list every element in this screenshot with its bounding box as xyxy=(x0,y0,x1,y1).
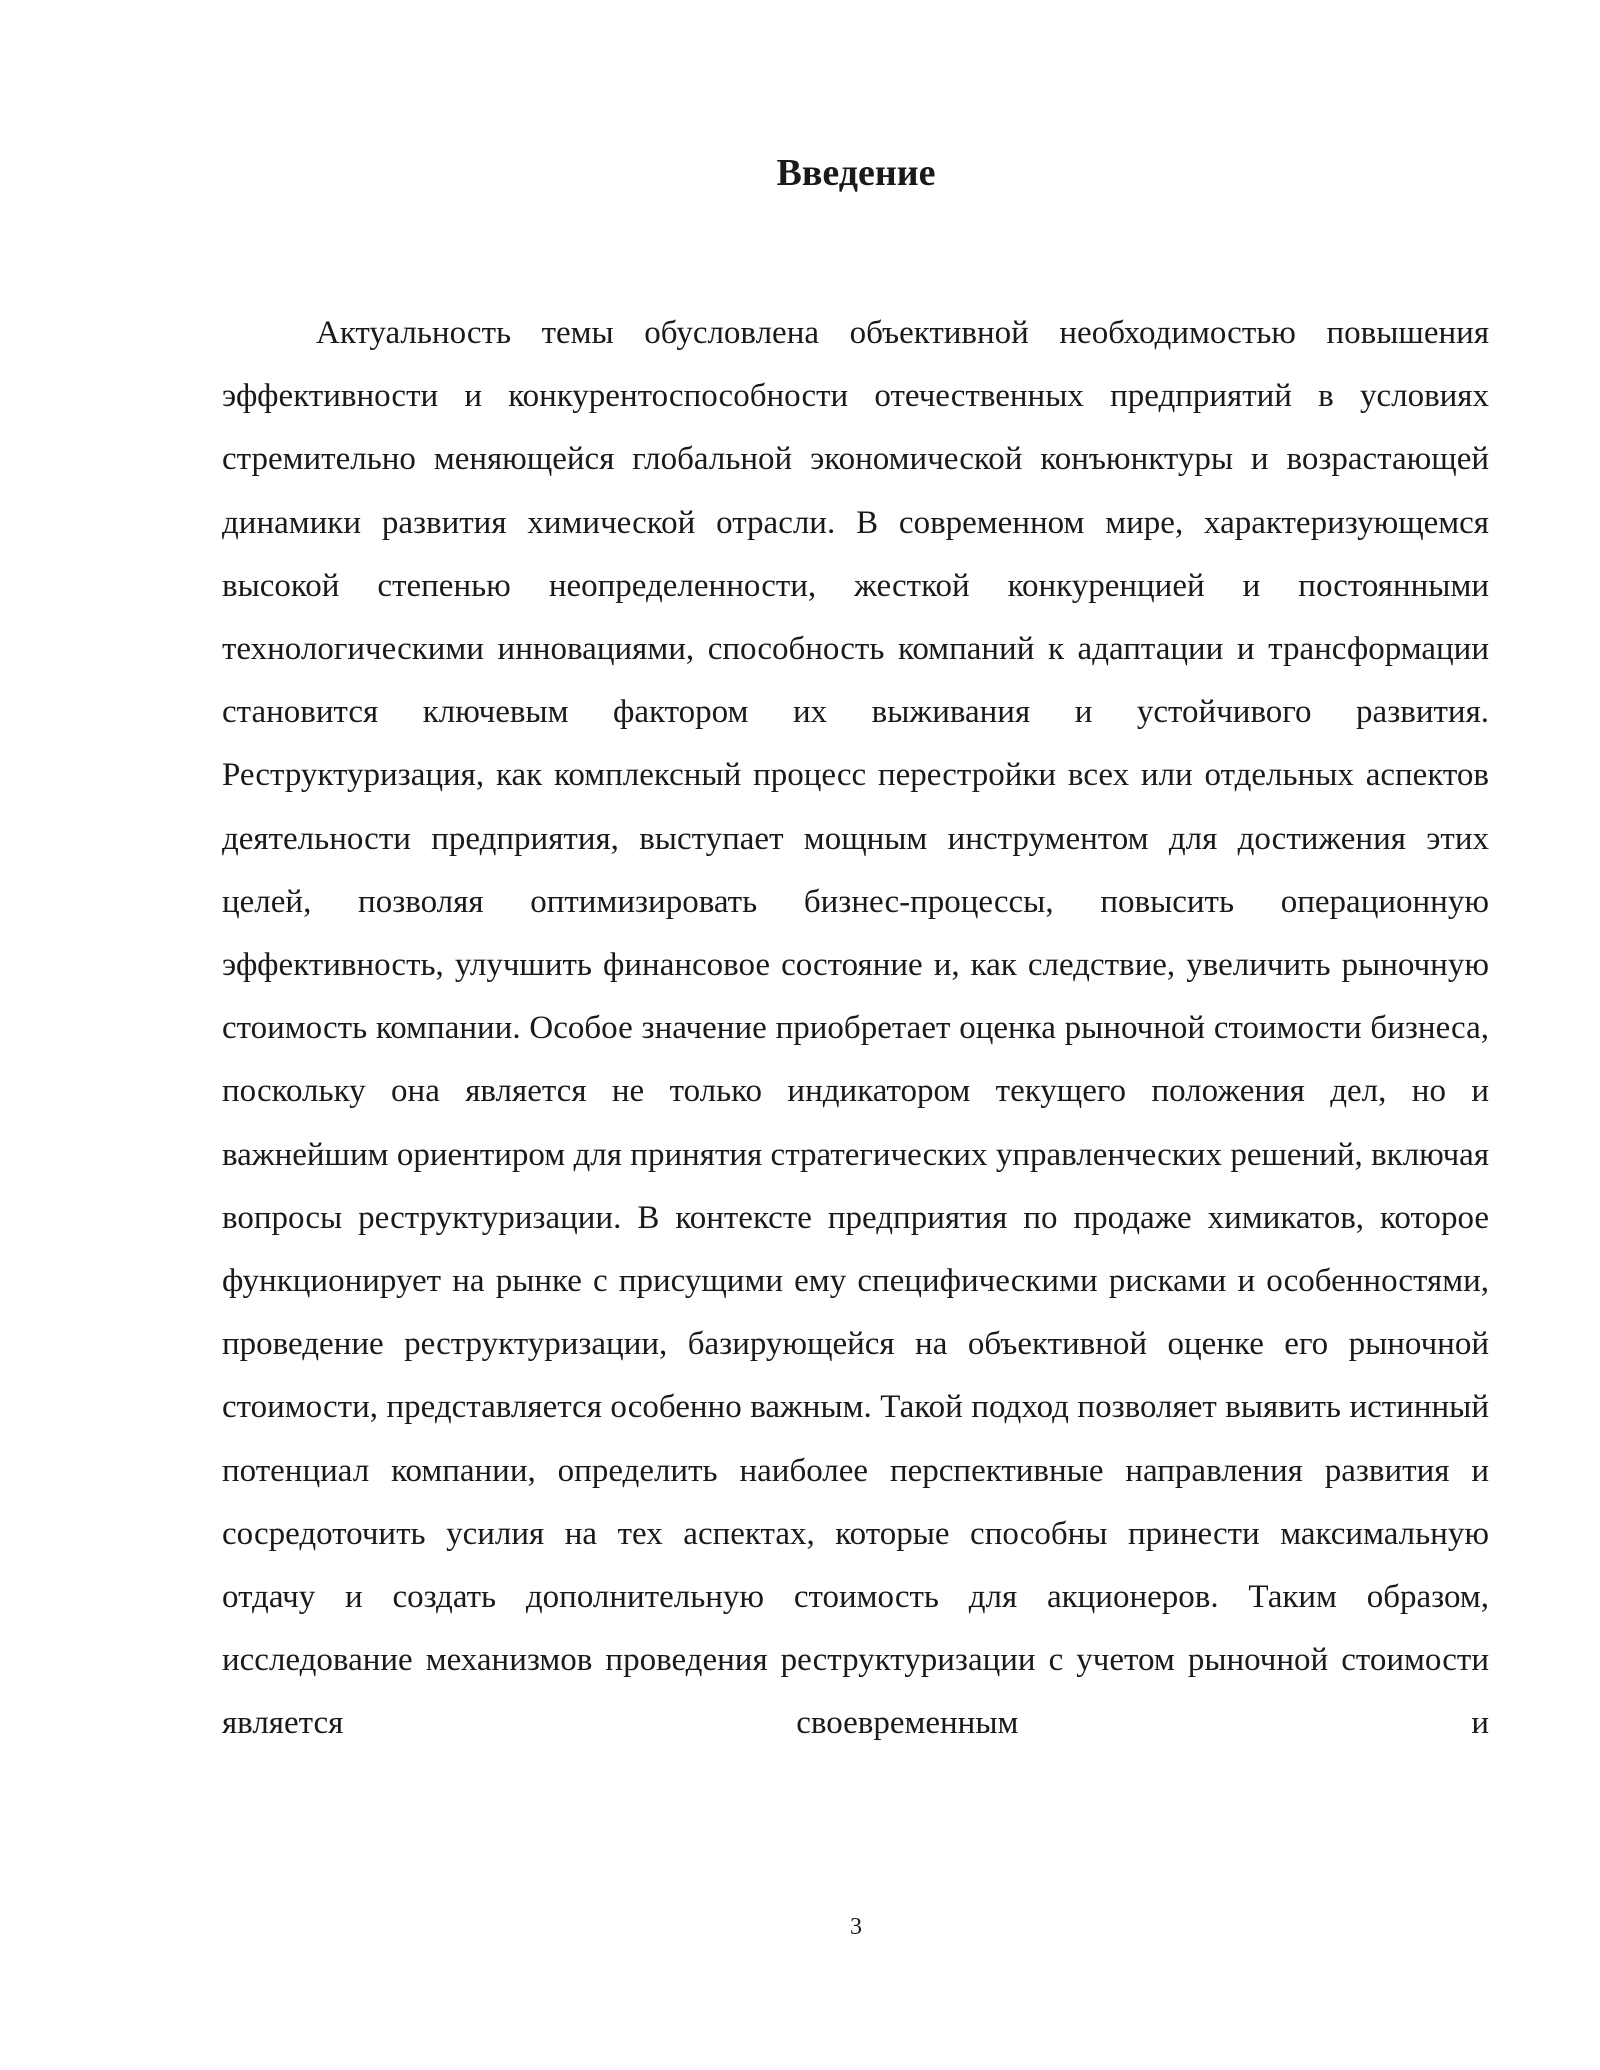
paragraph-text: Актуальность темы обусловлена объективной необходимостью повышения эффективности и конкурентоспособности отечественных предприятий в условиях стремительно меняющейся глобальной экономической конъюнктуры и возрастающей динамики развития химической отрасли. В современном мире, характеризующемся высокой степенью неопределенности, жесткой конкуренцией и постоянными технологическими инновациями, способность компаний к адаптации и трансформации становится ключевым фактором их выживания и устойчивого развития. Реструктуризация, как комплексный процесс перестройки всех или отдельных аспектов деятельности предприятия, выступает мощным инструментом для достижения этих целей, позволяя оптимизировать бизнес-процессы, повысить операционную эффективность, улучшить финансовое состояние и, как следствие, увеличить рыночную стоимость компании. Особое значение приобретает оценка рыночной стоимости бизнеса, поскольку она является не только индикатором текущего положения дел, но и важнейшим ориентиром для принятия стратегических управленческих решений, включая вопросы реструктуризации. В контексте предприятия по продаже химикатов, которое функционирует на рынке с присущими ему специфическими рисками и особенностями, проведение реструктуризации, базирующейся на объективной оценке его рыночной стоимости, представляется особенно важным. Такой подход позволяет выявить истинный потенциал компании, определить наиболее перспективные направления развития и сосредоточить усилия на тех аспектах, которые способны принести максимальную отдачу и создать дополнительную стоимость для акционеров. Таким образом, исследование механизмов проведения реструктуризации с учетом рыночной стоимости является своевременным и xyxy=(222,315,1489,1742)
section-heading: Введение xyxy=(776,152,936,194)
page-number: 3 xyxy=(850,1914,862,1940)
paragraph xyxy=(222,302,1489,1756)
body-text xyxy=(222,302,1489,1882)
